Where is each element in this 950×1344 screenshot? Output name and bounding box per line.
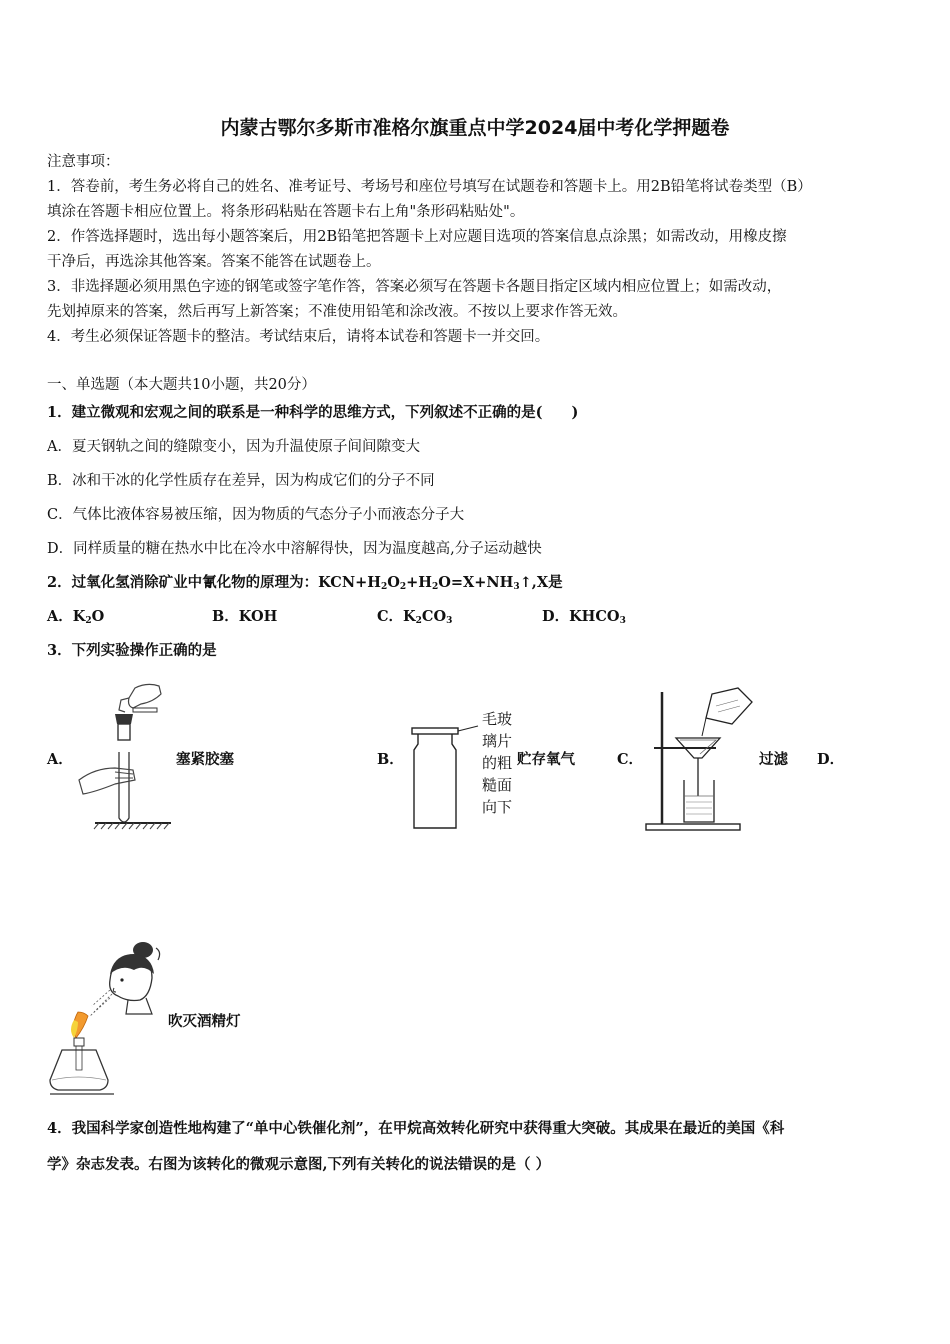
notice-line: 3．非选择题必须用黑色字迹的钢笔或签字笔作答，答案必须写在答题卡各题目指定区域内相应位置上；如需改动，	[47, 279, 782, 295]
q2-option-b: B．KOH	[212, 608, 278, 625]
q1-option-b: B．冰和干冰的化学性质存在差异，因为构成它们的分子不同	[47, 473, 435, 489]
notice-line: 填涂在答题卡相应位置上。将条形码粘贴在答题卡右上角"条形码粘贴处"。	[47, 204, 525, 220]
notice-heading: 注意事项：	[47, 154, 120, 170]
q3-caption-b: 贮存氧气	[517, 751, 575, 768]
q3-label-d: D．	[817, 751, 845, 768]
q1-stem: 1．建立微观和宏观之间的联系是一种科学的思维方式，下列叙述不正确的是( )	[47, 404, 579, 421]
q3-label-b: B．	[377, 751, 404, 768]
q2-stem: 2．过氧化氢消除矿业中氰化物的原理为：$KCN+H_2O_2+H_2O=X+NH_3↑,X$是	[47, 574, 563, 592]
q3-caption-c: 过滤	[759, 751, 788, 768]
q3-caption-a: 塞紧胶塞	[176, 751, 234, 768]
notice-line: 干净后，再选涂其他答案。答案不能答在试题卷上。	[47, 254, 381, 270]
q2-option-a: A．$K_2O$	[47, 608, 105, 626]
q1-option-a: A．夏天钢轨之间的缝隙变小，因为升温使原子间间隙变大	[47, 439, 420, 455]
blow-out-lamp-figure	[48, 934, 168, 1102]
page-title: 内蒙古鄂尔多斯市准格尔旗重点中学2024届中考化学押题卷	[220, 117, 730, 139]
notice-line: 4．考生必须保证答题卡的整洁。考试结束后，请将本试卷和答题卡一并交回。	[47, 329, 550, 345]
q1-option-d: D．同样质量的糖在热水中比在冷水中溶解得快，因为温度越高,分子运动越快	[47, 541, 542, 557]
stopper-test-tube-figure	[75, 680, 175, 830]
q2-option-d: D．$KHCO_3$	[542, 608, 626, 626]
notice-line: 1．答卷前，考生务必将自己的姓名、准考证号、考场号和座位号填写在试题卷和答题卡上。用2B铅笔将试卷类型（B）	[47, 179, 812, 195]
q4-stem-line2: 学》杂志发表。右图为该转化的微观示意图,下列有关转化的说法错误的是（ ）	[47, 1156, 551, 1173]
gas-jar-figure	[408, 722, 488, 832]
section-heading: 一、单选题（本大题共10小题，共20分）	[47, 377, 316, 393]
notice-line: 先划掉原来的答案，然后再写上新答案；不准使用铅笔和涂改液。不按以上要求作答无效。	[47, 304, 627, 320]
q3-label-c: C．	[617, 751, 644, 768]
filtration-figure	[640, 684, 760, 834]
q2-option-c: C．$K_2CO_3$	[377, 608, 453, 626]
q4-stem-line1: 4．我国科学家创造性地构建了“单中心铁催化剂”，在甲烷高效转化研究中获得重大突破。其成果在最近的美国《科	[47, 1120, 785, 1137]
q3-caption-d: 吹灭酒精灯	[168, 1013, 241, 1030]
q3-label-a: A．	[47, 751, 73, 768]
q1-option-c: C．气体比液体容易被压缩，因为物质的气态分子小而液态分子大	[47, 507, 465, 523]
q3-stem: 3．下列实验操作正确的是	[47, 642, 217, 659]
notice-line: 2．作答选择题时，选出每小题答案后，用2B铅笔把答题卡上对应题目选项的答案信息点涂黑；如需改动，用橡皮擦	[47, 229, 787, 245]
q3-handwritten-note-b: 毛玻璃片的粗糙面向下	[482, 710, 513, 816]
